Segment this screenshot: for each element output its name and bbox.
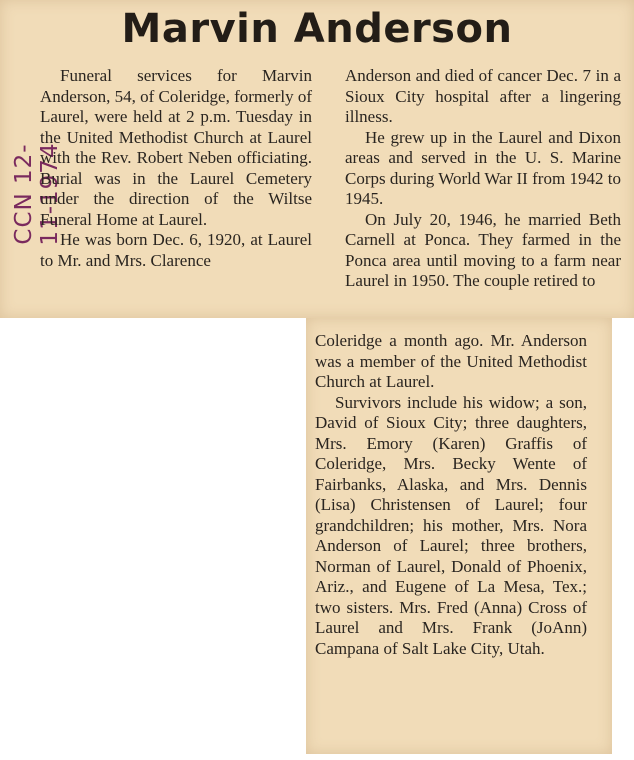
article-column-3: [315, 331, 587, 659]
paragraph: Funeral services for Marvin Anderson, 54, of Coleridge, formerly of Laurel, were held at 2 p.m. Tuesday in the United Methodist Church at Laurel with the Rev. Robert Neben officiating. Burial was in the Laurel Cemetery under the direction of the Wiltse Funeral Home at Laurel.: [40, 66, 312, 229]
paragraph: On July 20, 1946, he married Beth Carnell at Ponca. They farmed in the Ponca area until moving to a farm near Laurel in 1950. The couple retired to: [345, 209, 621, 290]
paragraph: He grew up in the Laurel and Dixon areas and served in the U. S. Marine Corps during World War II from 1942 to 1945.: [345, 127, 621, 208]
paragraph: He was born Dec. 6, 1920, at Laurel to Mr. and Mrs. Clarence: [40, 230, 312, 270]
paragraph: Coleridge a month ago. Mr. Anderson was a member of the United Methodist Church at Laurel.: [315, 331, 587, 391]
article-column-2: [345, 66, 621, 292]
paragraph: Survivors include his widow; a son, David of Sioux City; three daughters, Mrs. Emory (Karen) Graffis of Coleridge, Mrs. Becky Wente of Fairbanks, Alaska, and Mrs. Dennis (Lisa) Christensen of Laurel; four grandchildren; his mother, Mrs. Nora Anderson of Laurel; three brothers, Norman of Laurel, Donald of Phoenix, Ariz., and Eugene of La Mesa, Tex.; two sisters. Mrs. Fred (Anna) Cross of Laurel and Mrs. Frank (JoAnn) Campana of Salt Lake City, Utah.: [315, 392, 587, 658]
obituary-headline: Marvin Anderson: [121, 6, 513, 52]
paragraph: Anderson and died of cancer Dec. 7 in a Sioux City hospital after a lingering illness.: [345, 66, 621, 126]
article-column-1: [40, 66, 312, 271]
handwritten-date-annotation: CCN 12-11-1974: [11, 142, 63, 246]
